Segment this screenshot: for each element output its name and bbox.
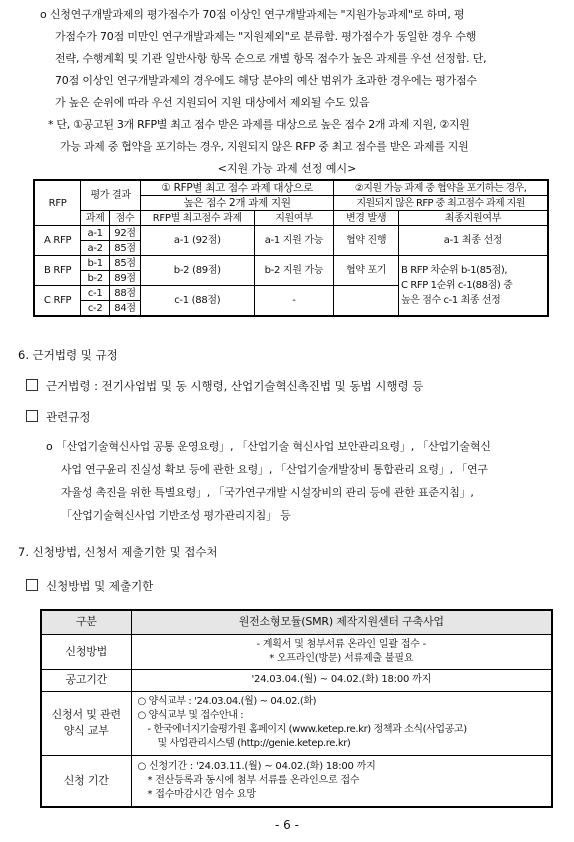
rfp-cell: A RFP <box>34 226 81 256</box>
final-bc-line: C RFP 1순위 c-1(88점) 중 <box>400 280 513 291</box>
forms-line: ○ 양식교부 : '24.03.04.(월) ~ 04.02.(화) <box>137 696 317 707</box>
score-cell: 88점 <box>110 286 141 301</box>
application-period-line: * 접수마감시간 엄수 요망 <box>147 788 256 800</box>
regulation-item <box>26 409 90 425</box>
forms-line: ○ 양식교부 및 접수안내 : <box>137 710 244 721</box>
forms-label-line: 양식 교부 <box>63 724 109 737</box>
method-cell <box>131 634 552 669</box>
score-cell: 92점 <box>110 226 141 241</box>
paragraph-line: 가점수가 70점 미만인 연구개발과제는 "지원제외"로 분류함. 평가점수가 동일한 경우 수행 <box>55 30 477 43</box>
regulation-line: o 「산업기술혁신사업 공통 운영요령」, 「산업기술 혁신사업 보안관리요령」, 「산업기술혁신 <box>46 440 491 453</box>
header-change: 변경 발생 <box>334 211 399 226</box>
page-number: - 6 - <box>275 818 299 832</box>
note-line: 가능 과제 중 협약을 포기하는 경우, 지원되지 않은 RFP 중 최고 점수를 받은 과제를 지원 <box>60 140 469 153</box>
law-item-text: 근거법령 : 전기사업법 및 동 시행령, 산업기술혁신촉진법 및 동법 시행령 등 <box>46 379 424 393</box>
application-period-cell <box>131 755 552 807</box>
row-label-period: 공고기간 <box>41 669 131 691</box>
support-cell: b-2 지원 가능 <box>254 256 334 286</box>
final-bc-line: 높은 점수 c-1 최종 선정 <box>400 295 501 306</box>
final-bc-line: B RFP 차순위 b-1(85점), <box>400 265 508 276</box>
task-cell: a-2 <box>81 241 110 256</box>
score-cell: 85점 <box>110 241 141 256</box>
paragraph-line: o 신청연구개발과제의 평가점수가 70점 이상인 연구개발과제는 "지원가능과제"로 하며, 평 <box>40 8 465 21</box>
task-cell: c-2 <box>81 301 110 317</box>
header-group1-sub: 높은 점수 2개 과제 지원 <box>141 196 334 211</box>
best-cell: a-1 (92점) <box>141 226 255 256</box>
support-cell: - <box>254 286 334 317</box>
checkbox-square-icon <box>26 379 38 391</box>
forms-label-line: 신청서 및 관련 <box>51 708 121 721</box>
regulation-line: 사업 연구윤리 진실성 확보 등에 관한 요령」, 「산업기술개발장비 통합관리 요령」, 「연구 <box>61 463 488 476</box>
score-cell: 84점 <box>110 301 141 317</box>
header-best: RFP별 최고점수 과제 <box>141 211 255 226</box>
row-label-application-period: 신청 기간 <box>41 755 131 807</box>
task-cell: a-1 <box>81 226 110 241</box>
header-group2-sub: 지원되지 않은 RFP 중 최고점수 과제 지원 <box>334 196 548 211</box>
paragraph-line: 가 높은 순위에 따라 우선 지원되어 지원 대상에서 제외될 수도 있음 <box>55 96 370 109</box>
forms-line: 및 사업관리시스템 (http://genie.ketep.re.kr) <box>157 738 351 749</box>
header-group2 <box>334 180 548 196</box>
note-line: * 단, ①공고된 3개 RFP별 최고 점수 받은 과제를 대상으로 높은 점수 2개 과제 지원, ②지원 <box>48 118 470 131</box>
forms-line: - 한국에너지기술평가원 홈페이지 (www.ketep.re.kr) 정책과 소식(사업공고) <box>147 724 467 735</box>
period-cell: '24.03.04.(월) ~ 04.02.(화) 18:00 까지 <box>131 669 552 691</box>
support-cell: a-1 지원 가능 <box>254 226 334 256</box>
application-table <box>40 609 553 808</box>
law-item <box>26 378 423 394</box>
header-task: 과제 <box>81 211 110 226</box>
checkbox-square-icon <box>26 579 38 591</box>
regulation-item-text: 관련규정 <box>46 410 91 424</box>
header-group1-line: ① RFP별 최고 점수 과제 대상으로 <box>161 181 313 194</box>
score-cell: 85점 <box>110 256 141 271</box>
final-cell: a-1 최종 선정 <box>398 226 548 256</box>
application-period-line: ○ 신청기간 : '24.03.11.(월) ~ 04.02.(화) 18:00 까지 <box>137 760 376 772</box>
col-header-category: 구분 <box>41 610 131 634</box>
regulation-line: 「산업기술혁신사업 기반조성 평가관리지침」 등 <box>61 509 291 522</box>
regulation-list <box>46 435 561 527</box>
row-label-method: 신청방법 <box>41 634 131 669</box>
task-cell: c-1 <box>81 286 110 301</box>
selection-criteria-paragraph <box>40 4 560 114</box>
task-cell: b-1 <box>81 256 110 271</box>
change-cell: 협약 포기 <box>334 256 399 286</box>
selection-example-table <box>33 179 549 317</box>
header-eval: 평가 결과 <box>81 180 141 211</box>
paragraph-line: 전략, 수행계획 및 기관 일반사항 항목 순으로 개별 항목 점수가 높은 과제를 우선 선정함. 단, <box>55 52 487 65</box>
header-score: 점수 <box>110 211 141 226</box>
forms-cell <box>131 691 552 755</box>
method-line: - 계획서 및 첨부서류 온라인 일괄 접수 - <box>256 638 427 650</box>
application-item-text: 신청방법 및 제출기한 <box>46 579 154 593</box>
change-cell: 협약 진행 <box>334 226 399 256</box>
checkbox-square-icon <box>26 410 38 422</box>
col-header-program: 원전소형모듈(SMR) 제작지원센터 구축사업 <box>131 610 552 634</box>
regulation-line: 자율성 촉진을 위한 특별요령」, 「국가연구개발 시설장비의 관리 등에 관한 표준지침」, <box>61 486 474 499</box>
header-group1 <box>141 180 334 196</box>
best-cell: b-2 (89점) <box>141 256 255 286</box>
application-item <box>26 578 153 594</box>
header-group2-line: ②지원 가능 과제 중 협약을 포기하는 경우, <box>354 182 527 194</box>
score-cell: 89점 <box>110 271 141 286</box>
rfp-cell: B RFP <box>34 256 81 286</box>
header-rfp: RFP <box>34 180 81 226</box>
best-cell: c-1 (88점) <box>141 286 255 317</box>
paragraph-line: 70점 이상인 연구개발과제의 경우에도 해당 분야의 예산 범위가 초과한 경우에는 평가점수 <box>55 74 477 87</box>
selection-note <box>48 114 558 158</box>
task-cell: b-2 <box>81 271 110 286</box>
method-line: * 오프라인(방문) 서류제출 불필요 <box>269 652 414 664</box>
rfp-cell: C RFP <box>34 286 81 317</box>
header-final: 최종지원여부 <box>398 211 548 226</box>
final-cell-bc <box>398 256 548 317</box>
change-cell-empty <box>334 286 399 317</box>
section-7-title: 7. 신청방법, 신청서 제출기한 및 접수처 <box>18 545 218 559</box>
application-period-line: * 전산등록과 동시에 첨부 서류를 온라인으로 접수 <box>147 774 360 786</box>
table-caption: <지원 가능 과제 선정 예시> <box>217 162 357 175</box>
section-6-title: 6. 근거법령 및 규정 <box>18 348 118 362</box>
row-label-forms <box>41 691 131 755</box>
header-support: 지원여부 <box>254 211 334 226</box>
